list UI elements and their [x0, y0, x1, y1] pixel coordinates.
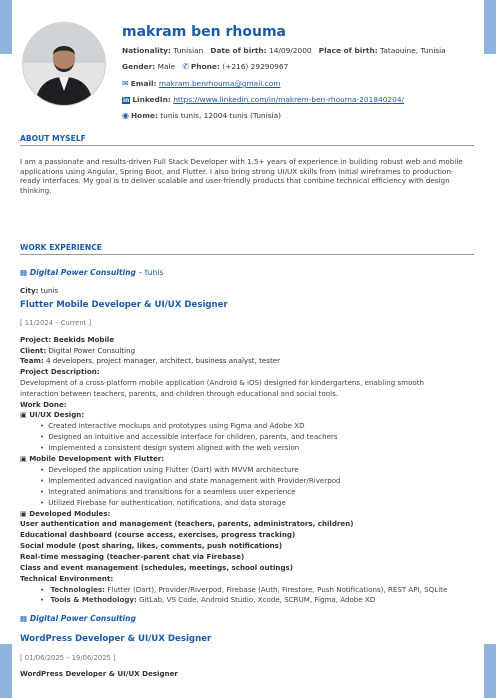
city-label: City:: [20, 286, 39, 295]
list-item: • Implemented a consistent design system aligned with the web version: [40, 443, 299, 452]
team-label: Team:: [20, 356, 44, 365]
monitor-icon: ▣: [20, 454, 27, 463]
client-label: Client:: [20, 346, 47, 355]
tech-env-label: Technical Environment:: [20, 574, 114, 583]
personal-info-line: [122, 46, 446, 55]
envelope-icon: ✉: [122, 79, 129, 88]
mobile-label: Mobile Development with Flutter:: [29, 454, 165, 463]
tech-line-1: [40, 585, 447, 594]
description-line-1: Development of a cross-platform mobile application (Android & iOS) designed for kindergartens, enabling smooth: [20, 378, 425, 387]
module-item: User authentication and management (teachers, parents, administrators, children): [20, 519, 354, 528]
tech-line-2: [40, 595, 375, 604]
project-line: [20, 335, 114, 344]
tech-value-2: GitLab, VS Code, Android Studio, Xcode, SCRUM, Figma, Adobe XD: [139, 595, 376, 604]
job-dates-1: [ 11/2024 – Current ]: [20, 319, 92, 327]
dob-value: 14/09/2000: [269, 46, 312, 55]
client-line: [20, 346, 135, 355]
list-item: • Developed the application using Flutter (Dart) with MVVM architecture: [40, 465, 299, 474]
tech-label-2: Tools & Methodology:: [50, 595, 137, 604]
list-item: • Utilized Firebase for authentication, notifications, and data storage: [40, 498, 286, 507]
building-icon: ▦: [20, 268, 28, 277]
building-icon: ▦: [20, 614, 28, 623]
city-line: [20, 286, 58, 295]
module-item: Educational dashboard (course access, exercises, progress tracking): [20, 530, 296, 539]
project-label: Project:: [20, 335, 52, 344]
tech-value-1: Flutter (Dart), Provider/Riverpod, Firebase (Auth, Firestore, Push Notifications), REST API, SQLite: [107, 585, 448, 594]
module-item: Social module (post sharing, likes, comments, push notifications): [20, 541, 283, 550]
tech-label-1: Technologies:: [50, 585, 106, 594]
description-line-2: interaction between teachers, parents, and children through educational and social tools.: [20, 389, 339, 398]
team-value: 4 developers, project manager, architect, business analyst, tester: [46, 356, 280, 365]
company-heading-1: ▦ Digital Power Consulting – tunis: [20, 268, 164, 277]
company-name-2: Digital Power Consulting: [29, 614, 136, 623]
home-line: [122, 111, 281, 120]
about-section-title: ABOUT MYSELF: [20, 134, 474, 146]
profile-photo: [22, 22, 106, 106]
pob-value: Tataouine, Tunisia: [380, 46, 446, 55]
monitor-icon: ▣: [20, 509, 27, 518]
list-item: • Integrated animations and transitions for a seamless user experience: [40, 487, 296, 496]
mobile-heading: [20, 454, 164, 463]
linkedin-link[interactable]: https://www.linkedin.com/in/makrem-ben-rhouma-201840204/: [173, 95, 405, 104]
city-value: tunis: [40, 286, 59, 295]
email-link[interactable]: makram.benrhouma@gmail.com: [158, 79, 281, 88]
work-section-title: WORK EXPERIENCE: [20, 243, 474, 255]
project-value: Beekids Mobile: [53, 335, 115, 344]
uiux-label: UI/UX Design:: [29, 410, 85, 419]
phone-icon: ✆: [182, 62, 189, 71]
home-value: tunis tunis, 12004 tunis (Tunisia): [160, 111, 282, 120]
gender-value: Male: [157, 62, 176, 71]
job-dates-2: [ 01/06/2025 – 19/06/2025 ]: [20, 654, 116, 662]
phone-value: (+216) 29290967: [222, 62, 289, 71]
full-name: makram ben rhouma: [122, 24, 287, 40]
linkedin-icon: in: [123, 97, 130, 104]
list-item: • Implemented advanced navigation and state management with Provider/Riverpod: [40, 476, 341, 485]
nationality-label: Nationality:: [122, 46, 171, 55]
email-line: [122, 79, 280, 88]
job-title-2: WordPress Developer & UI/UX Designer: [20, 634, 212, 644]
dob-label: Date of birth:: [210, 46, 267, 55]
gender-phone-line: [122, 62, 288, 71]
person-avatar-icon: [23, 23, 105, 105]
module-item: Real-time messaging (teacher-parent chat via Firebase): [20, 552, 245, 561]
company-heading-2: [20, 614, 136, 623]
location-pin-icon: ◉: [122, 111, 129, 120]
phone-label: Phone:: [190, 62, 220, 71]
list-item: • Created interactive mockups and prototypes using Figma and Adobe XD: [40, 421, 305, 430]
job-subtitle-2: WordPress Developer & UI/UX Designer: [20, 669, 178, 678]
about-text: I am a passionate and results-driven Full Stack Developer with 1.5+ years of experience in building robust web and mobile applications using Angular, Spring Boot, and Flutter. I also bring strong UI/UX skills from initial wireframes to production-ready interfaces. My goal is to deliver scalable and user-friendly products that combine technical efficiency with design thinking.: [20, 157, 463, 195]
company-city-1: tunis: [144, 268, 164, 277]
pob-label: Place of birth:: [318, 46, 378, 55]
job-title-1: Flutter Mobile Developer & UI/UX Designer: [20, 300, 228, 310]
modules-label: Developed Modules:: [29, 509, 111, 518]
uiux-heading: [20, 410, 84, 419]
description-label: Project Description:: [20, 367, 100, 376]
linkedin-line: [122, 95, 404, 104]
module-item: Class and event management (schedules, meetings, school outings): [20, 563, 294, 572]
client-value: Digital Power Consulting: [48, 346, 136, 355]
work-done-label: Work Done:: [20, 400, 67, 409]
nationality-value: Tunisian: [173, 46, 204, 55]
list-item: • Designed an intuitive and accessible interface for children, parents, and teachers: [40, 432, 338, 441]
linkedin-label: LinkedIn:: [132, 95, 171, 104]
home-label: Home:: [130, 111, 158, 120]
modules-heading: [20, 509, 110, 518]
company-name-1: Digital Power Consulting: [29, 268, 136, 277]
monitor-icon: ▣: [20, 410, 27, 419]
email-label: Email:: [130, 79, 157, 88]
team-line: [20, 356, 280, 365]
gender-label: Gender:: [122, 62, 156, 71]
